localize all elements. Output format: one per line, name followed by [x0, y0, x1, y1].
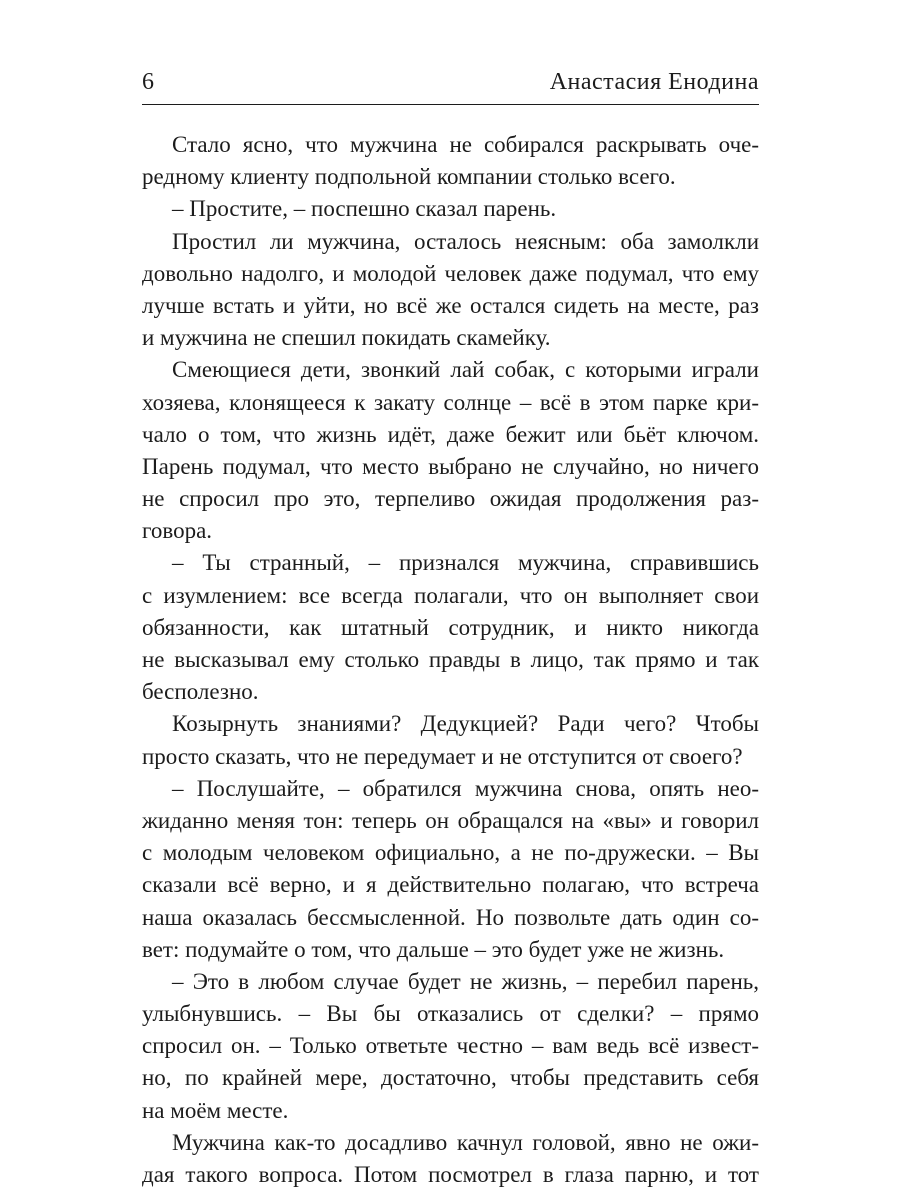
text-line: жиданно меняя тон: теперь он обращался на «вы» и говорил: [142, 807, 759, 833]
text-line: но, по крайней мере, достаточно, чтобы представить себя: [142, 1065, 759, 1091]
text-line: наша оказалась бессмысленной. Но позвольте дать один со-: [142, 904, 759, 930]
text-line: – Простите, – поспешно сказал парень.: [172, 196, 557, 222]
text-line: с изумлением: все всегда полагали, что он выполняет свои: [142, 582, 759, 608]
text-line: вет: подумайте о том, что дальше – это будет уже не жизнь.: [142, 936, 725, 962]
text-line: улыбнувшись. – Вы бы отказались от сделки? – прямо: [142, 1001, 759, 1027]
text-line: Простил ли мужчина, осталось неясным: оба замолкли: [172, 228, 759, 254]
text-line: Мужчина как-то досадливо качнул головой, явно не ожи-: [172, 1129, 759, 1155]
text-line: Парень подумал, что место выбрано не случайно, но ничего: [142, 453, 759, 479]
text-line: – Послушайте, – обратился мужчина снова, опять нео-: [172, 775, 759, 801]
text-line: говора.: [142, 518, 213, 544]
text-line: Стало ясно, что мужчина не собирался раскрывать оче-: [172, 132, 759, 157]
text-line: Козырнуть знаниями? Дедукцией? Ради чего? Чтобы: [172, 711, 759, 737]
text-line: – Это в любом случае будет не жизнь, – перебил парень,: [172, 968, 759, 994]
text-line: чало о том, что жизнь идёт, даже бежит или бьёт ключом.: [142, 421, 759, 447]
text-line: и мужчина не спешил покидать скамейку.: [142, 325, 551, 351]
text-line: просто сказать, что не передумает и не отступится от своего?: [142, 743, 743, 769]
text-line: с молодым человеком официально, а не по-дружески. – Вы: [142, 840, 759, 866]
text-line: хозяева, клонящееся к закату солнце – всё в этом парке кри-: [142, 389, 759, 415]
text-line: не спросил про это, терпеливо ожидая продолжения раз-: [142, 486, 759, 512]
running-title: Анастасия Енодина: [549, 69, 759, 95]
text-line: бесполезно.: [142, 679, 259, 705]
text-line: Смеющиеся дети, звонкий лай собак, с которыми играли: [172, 357, 759, 383]
text-line: – Ты странный, – признался мужчина, справившись: [172, 550, 759, 576]
text-line: редному клиенту подпольной компании столько всего.: [142, 164, 676, 190]
text-line: довольно надолго, и молодой человек даже подумал, что ему: [142, 260, 759, 286]
text-line: на моём месте.: [142, 1097, 289, 1123]
page-header: [142, 62, 759, 102]
text-line: обязанности, как штатный сотрудник, и никто никогда: [142, 614, 759, 640]
text-line: сказали всё верно, и я действительно полагаю, что встреча: [142, 872, 759, 898]
header-rule: [142, 104, 759, 105]
text-line: не высказывал ему столько правды в лицо, так прямо и так: [142, 647, 759, 672]
body-text: [142, 129, 759, 1191]
page-number: 6: [142, 69, 154, 95]
text-line: лучше встать и уйти, но всё же остался сидеть на месте, раз: [142, 292, 759, 318]
text-line: дая такого вопроса. Потом посмотрел в глаза парню, и тот: [142, 1162, 759, 1187]
text-line: спросил он. – Только ответьте честно – вам ведь всё извест-: [142, 1033, 759, 1059]
